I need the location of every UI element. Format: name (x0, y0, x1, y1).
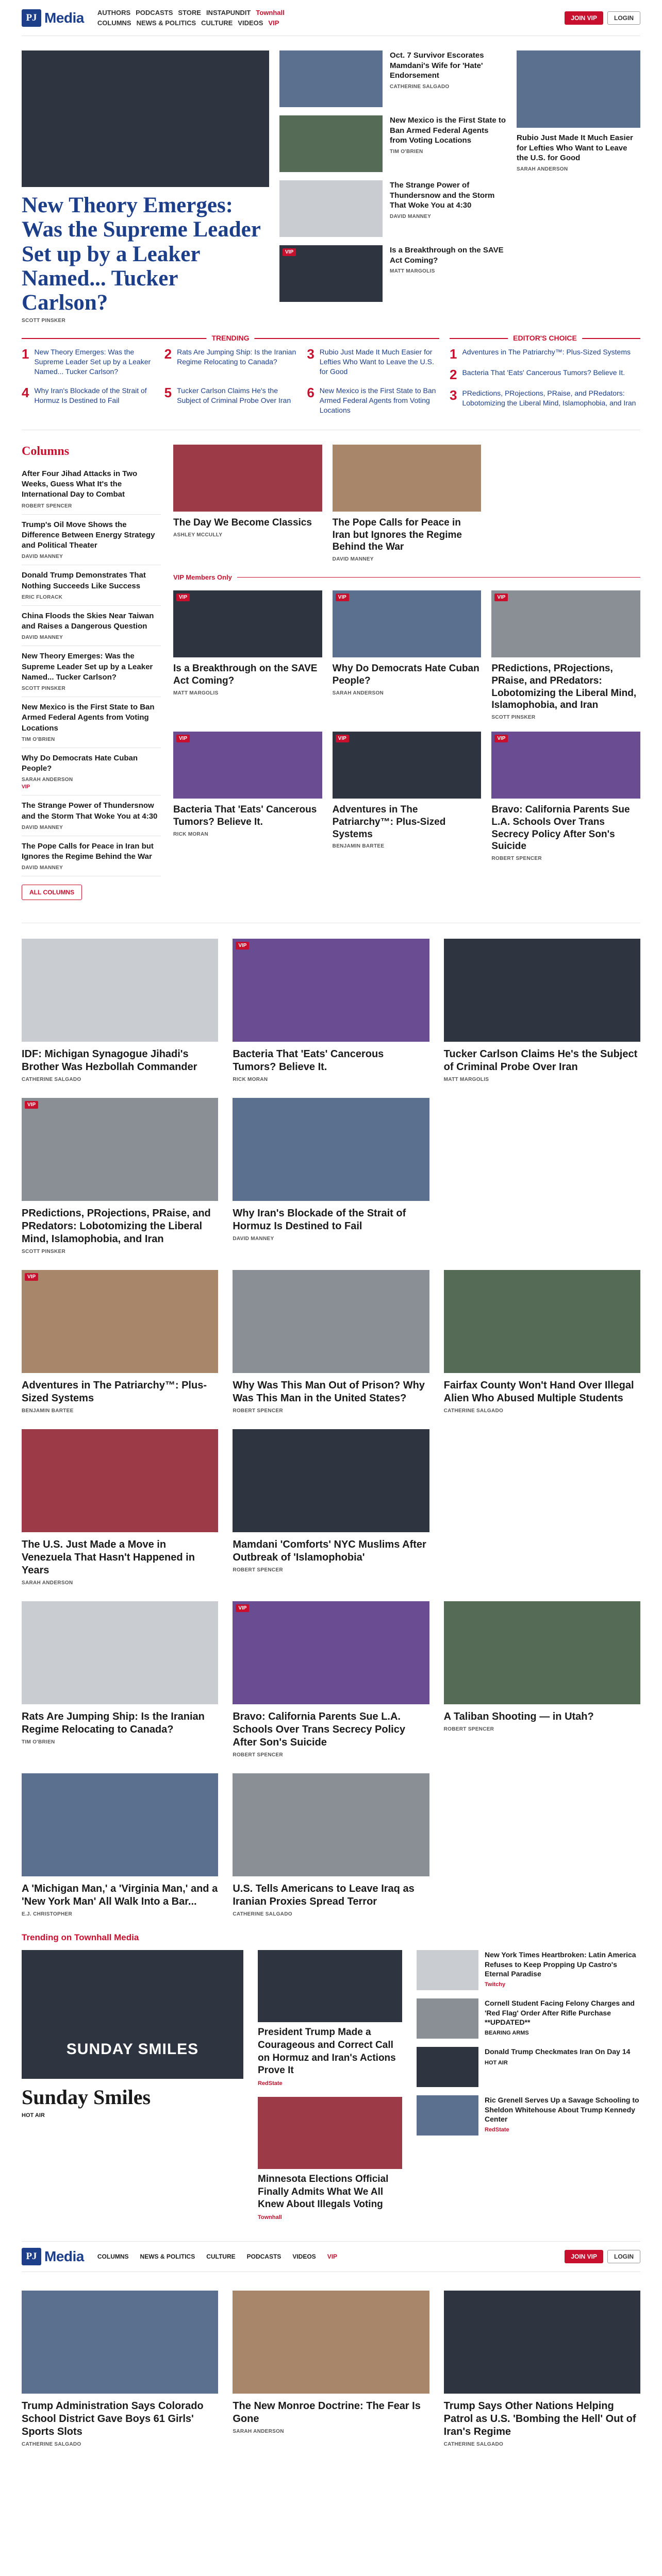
news-title[interactable]: Rats Are Jumping Ship: Is the Iranian Regime Relocating to Canada? (22, 1711, 205, 1736)
nav-videos[interactable]: VIDEOS (238, 19, 263, 27)
news-card[interactable] (233, 1429, 429, 1586)
column-item[interactable] (22, 646, 161, 697)
trending-number: 2 (164, 346, 172, 362)
side-story-image[interactable] (279, 50, 383, 107)
news-image[interactable] (233, 1773, 429, 1876)
sticky-header (22, 2241, 640, 2272)
side-story-title[interactable]: The Strange Power of Thundersnow and the Storm That Woke You at 4:30 (390, 181, 495, 210)
vip-cards-row (173, 590, 640, 720)
editors-number: 3 (450, 387, 457, 403)
news-byline[interactable]: ROBERT SPENCER (233, 1752, 283, 1758)
news-byline[interactable]: CATHERINE SALGADO (22, 2442, 81, 2448)
column-byline[interactable]: SCOTT PINSKER (22, 686, 66, 692)
card-image[interactable] (333, 590, 482, 657)
news-image[interactable] (444, 939, 640, 1042)
trending-number: 1 (22, 346, 29, 362)
card-byline[interactable]: ROBERT SPENCER (491, 856, 542, 862)
news-byline[interactable]: ROBERT SPENCER (233, 1408, 283, 1414)
editors-choice-box (450, 334, 640, 415)
column-item[interactable] (22, 565, 161, 606)
card-image[interactable] (173, 590, 322, 657)
editors-title[interactable]: PRedictions, PRojections, PRaise, and PRedators: Lobotomizing the Liberal Mind, Islamophobia, and Iran (462, 389, 636, 408)
news-title[interactable]: U.S. Tells Americans to Leave Iraq as Iranian Proxies Spread Terror (233, 1883, 415, 1908)
header-buttons (565, 11, 640, 25)
card-byline[interactable]: MATT MARGOLIS (173, 690, 219, 696)
login-button[interactable]: LOGIN (607, 11, 640, 25)
news-byline[interactable]: MATT MARGOLIS (443, 1077, 489, 1083)
news-image[interactable] (233, 1429, 429, 1532)
login-button[interactable]: LOGIN (607, 2250, 640, 2263)
card-byline[interactable]: SARAH ANDERSON (332, 690, 384, 696)
nav-row-bottom (97, 19, 285, 27)
nav-podcasts[interactable]: PODCASTS (246, 2253, 282, 2261)
trending-title[interactable]: New Theory Emerges: Was the Supreme Leader Set up by a Leaker Named... Tucker Carlson? (34, 348, 151, 376)
townhall-title[interactable]: Cornell Student Facing Felony Charges and 'Red Flag' Order After Rifle Purchase **UPDATED** (485, 1999, 635, 2026)
news-row (22, 1429, 640, 1586)
news-image[interactable] (444, 2291, 640, 2394)
vip-card[interactable] (173, 732, 322, 861)
news-image[interactable] (22, 1098, 218, 1201)
source-label[interactable]: Twitchy (485, 1981, 506, 1988)
news-byline[interactable]: RICK MORAN (233, 1077, 268, 1083)
townhall-title[interactable]: Donald Trump Checkmates Iran On Day 14 (485, 2047, 631, 2056)
news-title[interactable]: The New Monroe Doctrine: The Fear Is Gone (233, 2400, 421, 2425)
trending-title[interactable]: Tucker Carlson Claims He's the Subject of Criminal Probe Over Iran (177, 386, 291, 405)
news-row (22, 2291, 640, 2447)
townhall-right-item[interactable] (417, 2095, 640, 2136)
column-title[interactable]: Trump's Oil Move Shows the Difference Between Energy Strategy and Political Theater (22, 520, 155, 550)
column-title[interactable]: Why Do Democrats Hate Cuban People? (22, 753, 138, 773)
nav-news-politics[interactable]: NEWS & POLITICS (136, 19, 196, 27)
columns-heading[interactable]: Columns (22, 444, 70, 458)
vip-badge: VIP (25, 1101, 38, 1109)
card-byline[interactable]: RICK MORAN (173, 831, 208, 837)
news-card[interactable] (233, 2291, 429, 2447)
card-image[interactable] (491, 590, 640, 657)
column-card[interactable] (333, 445, 482, 562)
editors-title[interactable]: Bacteria That 'Eats' Cancerous Tumors? Believe It. (462, 368, 625, 377)
column-byline[interactable]: DAVID MANNEY (22, 824, 63, 831)
side-story-title[interactable]: Oct. 7 Survivor Escorates Mamdani's Wife for 'Hate' Endorsement (390, 51, 484, 80)
nav-vip[interactable]: VIP (327, 2253, 338, 2261)
side-story-image[interactable] (279, 180, 383, 237)
townhall-right-item[interactable] (417, 2047, 640, 2087)
card-byline[interactable]: DAVID MANNEY (332, 556, 374, 563)
side-story-byline[interactable]: DAVID MANNEY (390, 213, 432, 219)
column-item[interactable] (22, 464, 161, 515)
trending-item[interactable] (22, 386, 154, 415)
side-story[interactable] (279, 245, 506, 302)
nav-videos[interactable]: VIDEOS (292, 2253, 316, 2261)
news-byline[interactable]: DAVID MANNEY (233, 1236, 274, 1242)
join-vip-button[interactable]: JOIN VIP (565, 2250, 603, 2263)
card-byline[interactable]: BENJAMIN BARTEE (332, 843, 385, 850)
card-image[interactable] (173, 732, 322, 799)
news-image[interactable] (22, 1601, 218, 1704)
news-byline[interactable]: ROBERT SPENCER (443, 1726, 494, 1733)
members-only-divider (173, 573, 640, 581)
column-title[interactable]: Donald Trump Demonstrates That Nothing Succeeds Like Success (22, 571, 146, 590)
hero-right-byline[interactable]: SARAH ANDERSON (517, 166, 568, 172)
trending-item[interactable] (307, 386, 439, 415)
news-byline[interactable]: TIM O'BRIEN (22, 1739, 55, 1745)
news-card[interactable] (22, 1098, 218, 1255)
column-cards-row (173, 445, 640, 562)
side-story-image[interactable] (279, 245, 383, 302)
news-image[interactable] (233, 1270, 429, 1373)
news-card[interactable] (444, 939, 640, 1082)
townhall-trending-heading: Trending on Townhall Media (22, 1933, 139, 1943)
join-vip-button[interactable]: JOIN VIP (565, 11, 603, 25)
column-byline[interactable]: SARAH ANDERSON (22, 777, 73, 783)
card-title[interactable]: The Pope Calls for Peace in Iran but Ignores the Regime Behind the War (332, 517, 462, 553)
nav-vip[interactable]: VIP (268, 19, 279, 27)
news-row (22, 939, 640, 1082)
editors-number: 2 (450, 367, 457, 383)
logo-mark: PJ (22, 2248, 41, 2265)
news-title[interactable]: Mamdani 'Comforts' NYC Muslims After Outbreak of 'Islamophobia' (233, 1539, 426, 1564)
column-byline[interactable]: DAVID MANNEY (22, 635, 63, 641)
nav-columns[interactable]: COLUMNS (97, 2253, 129, 2261)
vip-badge: VIP (494, 735, 508, 742)
card-title[interactable]: Bravo: California Parents Sue L.A. Schools Over Trans Secrecy Policy After Son's Suicide (491, 804, 630, 852)
all-columns-button[interactable]: ALL COLUMNS (22, 885, 82, 900)
header-buttons (565, 2250, 640, 2263)
vip-badge: VIP (336, 735, 349, 742)
editors-item[interactable] (450, 347, 640, 361)
source-label[interactable]: BEARING ARMS (485, 2029, 529, 2036)
news-card[interactable] (233, 1098, 429, 1255)
card-byline[interactable]: SCOTT PINSKER (491, 715, 536, 721)
columns-card-grid (173, 445, 640, 901)
column-item[interactable] (22, 795, 161, 836)
vip-badge: VIP (176, 735, 190, 742)
townhall-title[interactable]: President Trump Made a Courageous and Correct Call on Hormuz and Iran's Actions Prove It (258, 2027, 396, 2076)
trending-item[interactable] (164, 347, 297, 377)
column-title[interactable]: New Mexico is the First State to Ban Armed Federal Agents from Voting Locations (22, 703, 155, 733)
card-image[interactable] (173, 445, 322, 512)
trending-item[interactable] (22, 347, 154, 377)
vip-cards-row (173, 732, 640, 861)
news-title[interactable]: A 'Michigan Man,' a 'Virginia Man,' and a 'New York Man' All Walk Into a Bar... (22, 1883, 218, 1908)
column-title[interactable]: The Strange Power of Thundersnow and the Storm That Woke You at 4:30 (22, 801, 158, 821)
card-title[interactable]: Bacteria That 'Eats' Cancerous Tumors? Believe It. (173, 804, 317, 827)
column-title[interactable]: New Theory Emerges: Was the Supreme Leader Set up by a Leaker Named... Tucker Carlson? (22, 652, 153, 682)
news-card[interactable] (233, 939, 429, 1082)
news-image[interactable] (444, 1601, 640, 1704)
news-image[interactable] (233, 939, 429, 1042)
column-byline[interactable]: ERIC FLORACK (22, 594, 63, 600)
news-card[interactable] (22, 1270, 218, 1414)
news-title[interactable]: Trump Administration Says Colorado School District Gave Boys 61 Girls' Sports Slots (22, 2400, 204, 2438)
trending-title[interactable]: Rubio Just Made It Much Easier for Lefties Who Want to Leave the U.S. for Good (319, 348, 434, 376)
townhall-right-item[interactable] (417, 1950, 640, 1990)
news-card[interactable] (444, 1270, 640, 1414)
side-story-byline[interactable]: MATT MARGOLIS (390, 268, 435, 274)
side-story[interactable] (279, 50, 506, 107)
townhall-right-list (417, 1950, 640, 2221)
nav-townhall[interactable]: Townhall (256, 9, 285, 16)
hero-right-story[interactable] (517, 50, 640, 324)
trending-section (22, 334, 640, 430)
news-byline[interactable]: E.J. CHRISTOPHER (22, 1911, 72, 1918)
site-header (22, 0, 640, 36)
news-byline[interactable]: BENJAMIN BARTEE (22, 1408, 74, 1414)
card-title[interactable]: PRedictions, PRojections, PRaise, and PRedators: Lobotomizing the Liberal Mind, Islamophobia, and Iran (491, 663, 637, 711)
editors-number: 1 (450, 346, 457, 362)
news-title[interactable]: Fairfax County Won't Hand Over Illegal Alien Who Abused Multiple Students (443, 1380, 634, 1404)
townhall-lead-image[interactable] (22, 1950, 243, 2079)
news-card[interactable] (22, 939, 218, 1082)
side-story[interactable] (279, 180, 506, 237)
column-title[interactable]: After Four Jihad Attacks in Two Weeks, Guess What It's the International Day to Combat (22, 469, 138, 499)
page (22, 0, 640, 2447)
news-card[interactable] (22, 1601, 218, 1758)
news-row (22, 1270, 640, 1414)
news-byline[interactable]: ROBERT SPENCER (233, 1567, 283, 1573)
hero-section (22, 50, 640, 324)
card-title[interactable]: Is a Breakthrough on the SAVE Act Coming? (173, 663, 318, 686)
column-title[interactable]: The Pope Calls for Peace in Iran but Ignores the Regime Behind the War (22, 841, 154, 861)
news-image[interactable] (22, 2291, 218, 2394)
news-title[interactable]: Trump Says Other Nations Helping Patrol as U.S. 'Bombing the Hell' Out of Iran's Regime (443, 2400, 636, 2438)
news-card[interactable] (444, 1601, 640, 1758)
column-card[interactable] (173, 445, 322, 562)
nav-instapundit[interactable]: INSTAPUNDIT (206, 9, 251, 16)
trending-item[interactable] (164, 386, 297, 415)
editors-choice-list (450, 347, 640, 408)
column-byline[interactable]: ROBERT SPENCER (22, 503, 72, 509)
news-card[interactable] (233, 1773, 429, 1917)
news-title[interactable]: Bacteria That 'Eats' Cancerous Tumors? Believe It. (233, 1048, 384, 1073)
source-label[interactable]: Townhall (258, 2214, 282, 2221)
vip-tag: VIP (22, 784, 30, 790)
news-image[interactable] (444, 1270, 640, 1373)
columns-section (22, 445, 640, 901)
card-title[interactable]: Adventures in The Patriarchy™: Plus-Sized Systems (332, 804, 446, 840)
vip-card[interactable] (491, 590, 640, 720)
columns-list (22, 445, 161, 901)
nav-culture[interactable]: CULTURE (201, 19, 233, 27)
news-title[interactable]: The U.S. Just Made a Move in Venezuela That Hasn't Happened in Years (22, 1539, 195, 1577)
townhall-right-item[interactable] (417, 1998, 640, 2039)
editors-choice-label: EDITOR'S CHOICE (508, 334, 582, 342)
vip-card[interactable] (491, 732, 640, 861)
nav-news-politics[interactable]: NEWS & POLITICS (140, 2253, 195, 2261)
source-label[interactable]: RedState (485, 2126, 509, 2133)
townhall-mid-list (258, 1950, 402, 2221)
townhall-image[interactable] (258, 1950, 402, 2022)
hero-byline[interactable]: SCOTT PINSKER (22, 318, 66, 324)
vip-badge: VIP (494, 594, 508, 601)
card-image[interactable] (333, 445, 482, 512)
vip-card[interactable] (333, 590, 482, 720)
hero-title[interactable]: New Theory Emerges: Was the Supreme Leader Set up by a Leaker Named... Tucker Carlson? (22, 193, 261, 315)
logo-word: Media (44, 9, 84, 26)
vip-card[interactable] (333, 732, 482, 861)
townhall-image[interactable] (417, 1998, 478, 2039)
news-title[interactable]: Bravo: California Parents Sue L.A. Schools Over Trans Secrecy Policy After Son's Suicide (233, 1711, 405, 1749)
news-byline[interactable]: CATHERINE SALGADO (443, 2442, 504, 2448)
vip-card[interactable] (173, 590, 322, 720)
news-card[interactable] (22, 1773, 218, 1917)
vip-badge: VIP (283, 248, 296, 256)
column-title[interactable]: China Floods the Skies Near Taiwan and Raises a Dangerous Question (22, 611, 154, 631)
trending-number: 4 (22, 385, 29, 401)
news-image[interactable] (22, 1429, 218, 1532)
bottom-news (22, 2291, 640, 2447)
news-byline[interactable]: SARAH ANDERSON (233, 2429, 284, 2435)
news-image[interactable] (233, 1098, 429, 1201)
nav-culture[interactable]: CULTURE (206, 2253, 236, 2261)
hero-lead-story[interactable] (22, 50, 269, 324)
site-logo[interactable] (22, 9, 84, 27)
townhall-image[interactable] (417, 2047, 478, 2087)
trending-number: 6 (307, 385, 315, 401)
townhall-title[interactable]: New York Times Heartbroken: Latin America Refuses to Keep Propping Up Castro's Eternal Paradise (485, 1951, 636, 1978)
news-title[interactable]: Tucker Carlson Claims He's the Subject of Criminal Probe Over Iran (443, 1048, 638, 1073)
column-byline[interactable]: TIM O'BRIEN (22, 736, 55, 742)
members-only-label[interactable]: VIP Members Only (173, 573, 232, 582)
trending-title[interactable]: Why Iran's Blockade of the Strait of Hormuz Is Destined to Fail (34, 386, 147, 405)
townhall-grid (22, 1950, 640, 2221)
news-row (22, 1098, 640, 1255)
news-row (22, 1601, 640, 1758)
card-image[interactable] (491, 732, 640, 799)
news-card[interactable] (444, 2291, 640, 2447)
vip-badge: VIP (236, 942, 249, 950)
column-byline[interactable]: DAVID MANNEY (22, 554, 63, 560)
column-item[interactable] (22, 836, 161, 877)
main-nav (97, 9, 285, 27)
divider-line (237, 577, 640, 578)
column-item[interactable] (22, 515, 161, 566)
trending-number: 3 (307, 346, 315, 362)
card-title[interactable]: Why Do Democrats Hate Cuban People? (332, 663, 479, 686)
sticky-nav (97, 2253, 337, 2260)
column-item[interactable] (22, 748, 161, 796)
side-story-byline[interactable]: CATHERINE SALGADO (390, 83, 450, 90)
news-byline[interactable]: CATHERINE SALGADO (22, 1077, 81, 1083)
vip-badge: VIP (25, 1273, 38, 1281)
column-item[interactable] (22, 606, 161, 647)
news-card[interactable] (233, 1601, 429, 1758)
news-title[interactable]: Adventures in The Patriarchy™: Plus-Sized Systems (22, 1380, 207, 1404)
news-card[interactable] (22, 2291, 218, 2447)
card-byline[interactable]: ASHLEY MCCULLY (173, 532, 223, 538)
column-byline[interactable]: DAVID MANNEY (22, 865, 63, 871)
news-title[interactable]: A Taliban Shooting — in Utah? (443, 1711, 594, 1723)
source-label[interactable]: HOT AIR (22, 2112, 45, 2119)
editors-item[interactable] (450, 368, 640, 381)
trending-grid (22, 347, 439, 415)
townhall-trending-section (22, 1933, 640, 2221)
hero-right-image[interactable] (517, 50, 640, 128)
townhall-image[interactable] (417, 2095, 478, 2136)
news-image[interactable] (233, 2291, 429, 2394)
townhall-lead[interactable] (22, 1950, 243, 2221)
townhall-image[interactable] (258, 2097, 402, 2169)
news-card[interactable] (233, 1270, 429, 1414)
trending-label: TRENDING (206, 334, 254, 342)
site-logo[interactable] (22, 2248, 84, 2265)
news-card[interactable] (22, 1429, 218, 1586)
news-byline[interactable]: CATHERINE SALGADO (233, 1911, 292, 1918)
trending-title[interactable]: Rats Are Jumping Ship: Is the Iranian Regime Relocating to Canada? (177, 348, 296, 366)
vip-badge: VIP (336, 594, 349, 601)
news-image[interactable] (22, 1773, 218, 1876)
news-byline[interactable]: SARAH ANDERSON (22, 1580, 73, 1586)
hero-right-title[interactable]: Rubio Just Made It Much Easier for Lefties Who Want to Leave the U.S. for Good (517, 133, 633, 162)
source-label[interactable]: RedState (258, 2080, 283, 2087)
logo-word: Media (44, 2248, 84, 2265)
townhall-title[interactable]: Ric Grenell Serves Up a Savage Schooling to Sheldon Whitehouse About Trump Kennedy Center (485, 2096, 639, 2123)
nav-columns[interactable]: COLUMNS (97, 19, 131, 27)
nav-authors[interactable]: AUTHORS (97, 9, 131, 16)
side-story-byline[interactable]: TIM O'BRIEN (390, 148, 423, 155)
side-story-image[interactable] (279, 115, 383, 172)
logo-mark: PJ (22, 9, 41, 27)
hero-image[interactable] (22, 50, 269, 187)
card-title[interactable]: The Day We Become Classics (173, 517, 312, 528)
vip-badge: VIP (176, 594, 190, 601)
news-title[interactable]: Why Was This Man Out of Prison? Why Was This Man in the United States? (233, 1380, 425, 1404)
news-row (22, 1773, 640, 1917)
image-caption: SUNDAY SMILES (66, 2041, 199, 2058)
card-image[interactable] (333, 732, 482, 799)
trending-box (22, 334, 439, 415)
nav-row-top (97, 9, 285, 16)
news-byline[interactable]: SCOTT PINSKER (22, 1249, 66, 1255)
news-title[interactable]: PRedictions, PRojections, PRaise, and PRedators: Lobotomizing the Liberal Mind, Islamophobia, and Iran (22, 1208, 211, 1245)
news-title[interactable]: Why Iran's Blockade of the Strait of Hormuz Is Destined to Fail (233, 1208, 406, 1232)
townhall-title[interactable]: Minnesota Elections Official Finally Admits What We All Knew About Illegals Voting (258, 2174, 389, 2210)
news-title[interactable]: IDF: Michigan Synagogue Jihadi's Brother Was Hezbollah Commander (22, 1048, 197, 1073)
side-story-title[interactable]: Is a Breakthrough on the SAVE Act Coming? (390, 246, 504, 265)
editors-item[interactable] (450, 388, 640, 408)
vip-badge: VIP (236, 1604, 249, 1612)
news-grid (22, 923, 640, 1917)
side-story[interactable] (279, 115, 506, 172)
news-image[interactable] (233, 1601, 429, 1704)
townhall-lead-title[interactable]: Sunday Smiles (22, 2086, 151, 2109)
nav-store[interactable]: STORE (178, 9, 201, 16)
trending-number: 5 (164, 385, 172, 401)
news-byline[interactable]: CATHERINE SALGADO (443, 1408, 504, 1414)
news-image[interactable] (22, 1270, 218, 1373)
editors-title[interactable]: Adventures in The Patriarchy™: Plus-Sized Systems (462, 348, 631, 357)
townhall-mid-item[interactable] (258, 2097, 402, 2221)
trending-item[interactable] (307, 347, 439, 377)
source-label[interactable]: HOT AIR (485, 2059, 508, 2066)
news-image[interactable] (22, 939, 218, 1042)
hero-side-list (279, 50, 506, 324)
townhall-mid-item[interactable] (258, 1950, 402, 2087)
column-item[interactable] (22, 697, 161, 748)
townhall-image[interactable] (417, 1950, 478, 1990)
nav-podcasts[interactable]: PODCASTS (136, 9, 173, 16)
side-story-title[interactable]: New Mexico is the First State to Ban Armed Federal Agents from Voting Locations (390, 116, 506, 145)
trending-title[interactable]: New Mexico is the First State to Ban Armed Federal Agents from Voting Locations (319, 386, 436, 414)
